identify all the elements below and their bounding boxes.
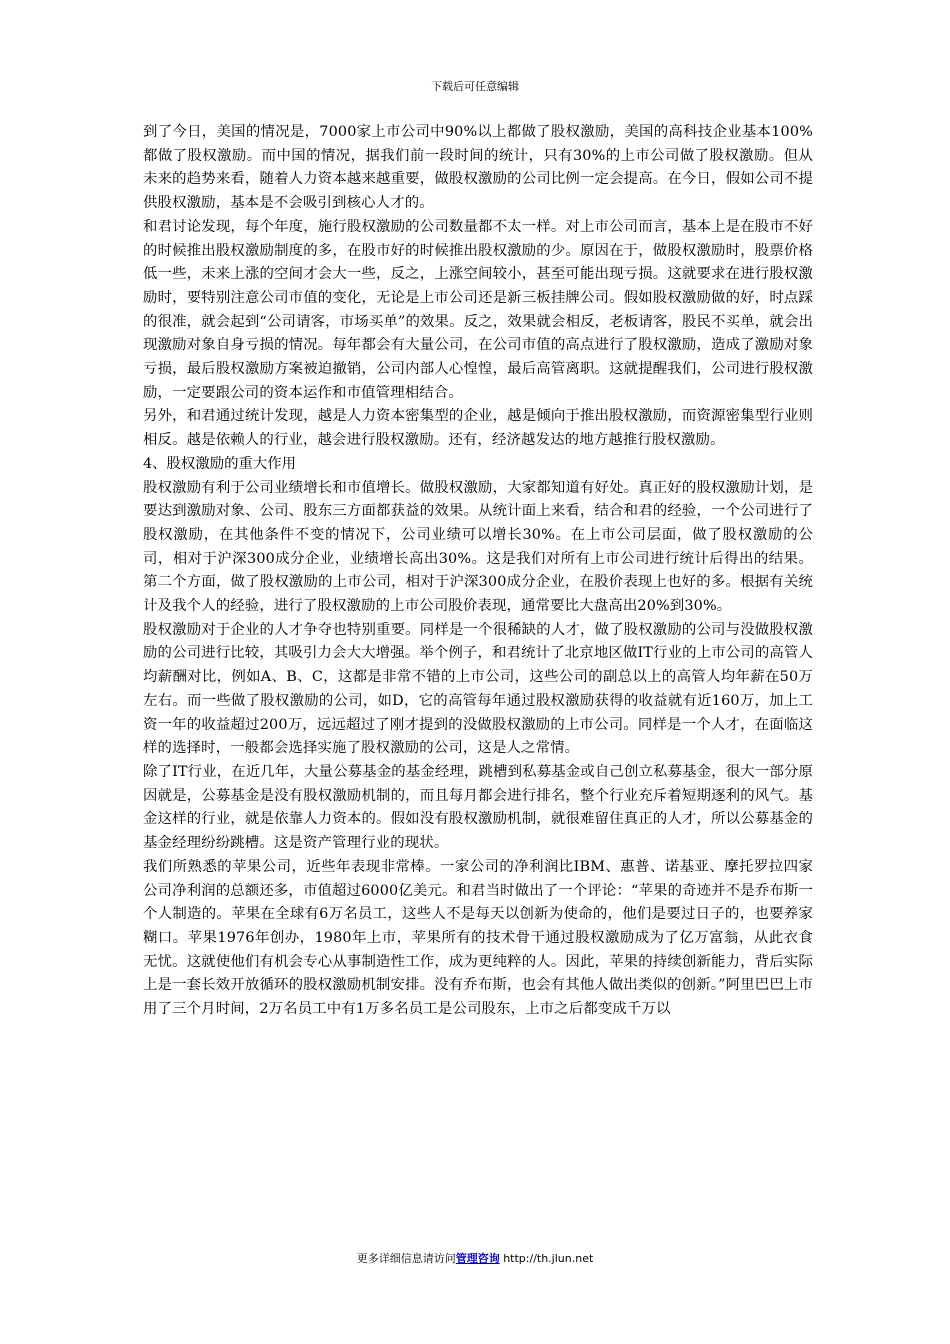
paragraph: 我们所熟悉的苹果公司，近些年表现非常棒。一家公司的净利润比IBM、惠普、诺基亚、摩托罗拉四家公司净利润的总额还多，市值超过6000亿美元。和君当时做出了一个评论：“苹果的奇迹并不是乔布斯一个人制造的。苹果在全球有6万名员工，这些人不是每天以创新为使命的，他们是要过日子的，也要养家糊口。苹果1976年创办，1980年上市，苹果所有的技术骨干通过股权激励成为了亿万富翁，从此衣食无忧。这就使他们有机会专心从事制造性工作，成为更纯粹的人。因此，苹果的持续创新能力，背后实际上是一套长效开放循环的股权激励机制安排。没有乔布斯，也会有其他人做出类似的创新。”阿里巴巴上市用了三个月时间，2万名员工中有1万多名员工是公司股东，上市之后都变成千万以 [143, 858, 813, 1018]
paragraph: 股权激励有利于公司业绩增长和市值增长。做股权激励，大家都知道有好处。真正好的股权激励计划，是要达到激励对象、公司、股东三方面都获益的效果。从统计面上来看，结合和君的经验，一个公司进行了股权激励，在其他条件不变的情况下，公司业绩可以增长30%。在上市公司层面，做了股权激励的公司，相对于沪深300成分企业，业绩增长高出30%。这是我们对所有上市公司进行统计后得出的结果。第二个方面，做了股权激励的上市公司，相对于沪深300成分企业，在股价表现上也好的多。根据有关统计及我个人的经验，进行了股权激励的上市公司股价表现，通常要比大盘高出20%到30%。 [143, 479, 813, 615]
paragraph: 到了今日，美国的情况是，7000家上市公司中90%以上都做了股权激励，美国的高科技企业基本100%都做了股权激励。而中国的情况，据我们前一段时间的统计，只有30%的上市公司做了股权激励。但从未来的趋势来看，随着人力资本越来越重要，做股权激励的公司比例一定会提高。在今日，假如公司不提供股权激励，基本是不会吸引到核心人才的。 [143, 124, 813, 212]
section-heading: 4、股权激励的重大作用 [143, 455, 297, 472]
footer-link[interactable]: 管理咨询 [455, 1252, 500, 1265]
paragraph: 和君讨论发现，每个年度，施行股权激励的公司数量都不太一样。对上市公司而言，基本上是在股市不好的时候推出股权激励制度的多，在股市好的时候推出股权激励的少。原因在于，做股权激励时，股票价格低一些，未来上涨的空间才会大一些，反之，上涨空间较小，甚至可能出现亏损。这就要求在进行股权激励时，要特别注意公司市值的变化，无论是上市公司还是新三板挂牌公司。假如股权激励做的好，时点踩的很准，就会起到“公司请客，市场买单”的效果。反之，效果就会相反，老板请客，股民不买单，就会出现激励对象自身亏损的情况。每年都会有大量公司，在公司市值的高点进行了股权激励，造成了激励对象亏损，最后股权激励方案被迫撤销，公司内部人心惶惶，最后高管离职。这就提醒我们，公司进行股权激励，一定要跟公司的资本运作和市值管理相结合。 [143, 218, 813, 401]
paragraph: 另外，和君通过统计发现，越是人力资本密集型的企业，越是倾向于推出股权激励，而资源密集型行业则相反。越是依赖人的行业，越会进行股权激励。还有，经济越发达的地方越推行股权激励。 [143, 408, 813, 449]
footer-prefix: 更多详细信息请访问 [356, 1252, 456, 1265]
header-text: 下载后可任意编辑 [431, 80, 519, 93]
paragraph: 除了IT行业，在近几年，大量公募基金的基金经理，跳槽到私募基金或自己创立私募基金，很大一部分原因就是，公募基金是没有股权激励机制的，而且每月都会进行排名，整个行业充斥着短期逐利的风气。基金这样的行业，就是依靠人力资本的。假如没有股权激励机制，就很难留住真正的人才，所以公募基金的基金经理纷纷跳槽。这是资产管理行业的现状。 [143, 763, 813, 852]
document-body [143, 121, 813, 1022]
footer-url: http://th.jlun.net [499, 1252, 594, 1265]
page-footer [0, 1252, 950, 1266]
page-header [0, 80, 950, 94]
paragraph: 股权激励对于企业的人才争夺也特别重要。同样是一个很稀缺的人才，做了股权激励的公司与没做股权激励的公司进行比较，其吸引力会大大增强。举个例子，和君统计了北京地区做IT行业的上市公司的高管人均薪酬对比，例如A、B、C，这都是非常不错的上市公司，这些公司的副总以上的高管人均年薪在50万左右。而一些做了股权激励的公司，如D，它的高管每年通过股权激励获得的收益就有近160万，加上工资一年的收益超过200万，远远超过了刚才提到的没做股权激励的上市公司。同样是一个人才，在面临这样的选择时，一般都会选择实施了股权激励的公司，这是人之常情。 [143, 621, 813, 757]
